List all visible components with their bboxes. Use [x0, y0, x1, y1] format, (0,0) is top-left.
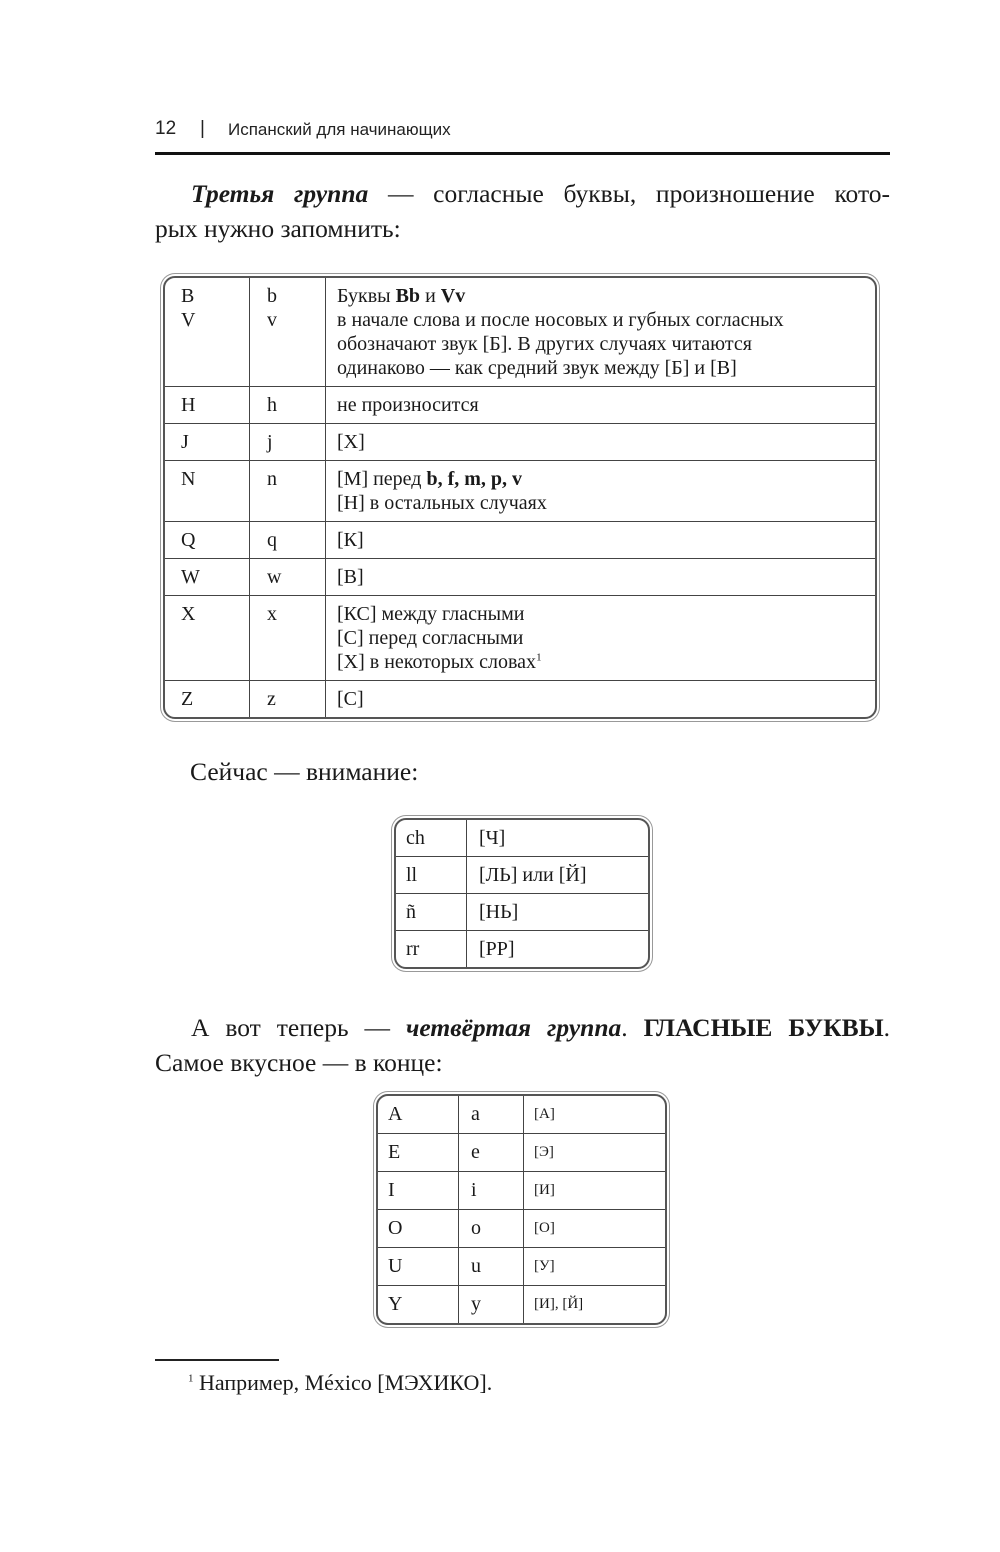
uppercase-letter: B: [181, 285, 195, 307]
description-line: [337, 356, 875, 380]
lowercase-letter-cell: [250, 596, 326, 681]
paragraph-text: А вот теперь —: [191, 1013, 406, 1042]
description-line: [337, 528, 875, 552]
description-text: [Х]: [337, 431, 365, 453]
digraph-sound: [ЛЬ] или [Й]: [467, 857, 649, 894]
description-text: [Х] в некоторых словах: [337, 651, 537, 673]
vowels-heading: ГЛАСНЫЕ БУКВЫ: [643, 1013, 884, 1042]
paragraph-text: — согласные буквы, произношение кото-: [368, 179, 891, 208]
uppercase-letter: N: [181, 468, 196, 490]
digraph-letters: ñ: [396, 894, 467, 931]
description-line: [337, 491, 875, 515]
vowel-sound: [А]: [534, 1106, 555, 1122]
description-text: одинаково — как средний звук между [Б] и [В]: [337, 357, 737, 379]
fourth-group-term: четвёртая группа: [406, 1013, 622, 1042]
table-row: [165, 424, 875, 461]
pronunciation-cell: [326, 461, 876, 522]
description-line: [337, 308, 875, 332]
uppercase-letter: X: [181, 603, 196, 625]
vowel-sound: [И], [Й]: [524, 1286, 666, 1324]
letter-emphasis: b, f, m, p, v: [426, 468, 523, 490]
digraph-sound: [НЬ]: [467, 894, 649, 931]
paragraph-line: рых нужно запомнить:: [155, 214, 401, 243]
header-rule: [155, 152, 890, 155]
description-line: [337, 430, 875, 454]
pronunciation-cell: [326, 559, 876, 596]
pronunciation-cell: [326, 278, 876, 387]
uppercase-vowel: I: [378, 1172, 459, 1210]
table-row: [165, 461, 875, 522]
lowercase-letter: v: [267, 309, 277, 331]
footnote-mark: 1: [188, 1372, 194, 1385]
letter-emphasis: Bb: [395, 285, 421, 307]
description-line: [337, 602, 875, 626]
description-line: [337, 626, 875, 650]
lowercase-letter: q: [267, 529, 277, 551]
paragraph-line: [155, 1010, 890, 1045]
uppercase-letter-cell: [165, 596, 250, 681]
description-line: [337, 332, 875, 356]
pronunciation-cell: [326, 522, 876, 559]
table-row: [378, 1172, 665, 1210]
uppercase-letter-cell: [165, 559, 250, 596]
table-row: [378, 1248, 665, 1286]
vowel-sound: [У]: [524, 1248, 666, 1286]
pronunciation-cell: [326, 424, 876, 461]
letter-emphasis: Vv: [440, 285, 466, 307]
description-line: [337, 565, 875, 589]
lowercase-letter-cell: [250, 387, 326, 424]
lowercase-letter: j: [267, 431, 273, 453]
digraph-table: [394, 818, 650, 969]
digraph-letters: ch: [396, 820, 467, 857]
description-text: [К]: [337, 529, 364, 551]
lowercase-letter: x: [267, 603, 277, 625]
description-line: [337, 284, 875, 308]
table-row: [165, 596, 875, 681]
description-line: [337, 467, 875, 491]
description-text: [М] перед: [337, 468, 427, 490]
header-separator: |: [200, 118, 205, 139]
table-row: [396, 931, 648, 968]
lowercase-letter-cell: [250, 461, 326, 522]
lowercase-letter: z: [267, 688, 276, 710]
description-line: [337, 393, 875, 417]
vowel-sound: [Э]: [524, 1134, 666, 1172]
table-row: [165, 522, 875, 559]
description-text: и: [420, 285, 441, 307]
lowercase-vowel: y: [459, 1286, 524, 1324]
description-text: [КС] между гласными: [337, 603, 525, 625]
digraph-sound: [РР]: [467, 931, 649, 968]
lowercase-vowel: a: [459, 1096, 524, 1134]
uppercase-letter: H: [181, 394, 196, 416]
third-group-term: Третья группа: [191, 179, 369, 208]
table-row: [396, 857, 648, 894]
paragraph-fourth-group: [155, 1010, 890, 1080]
lowercase-letter: h: [267, 394, 277, 416]
book-title: Испанский для начинающих: [228, 120, 451, 139]
paragraph-text: .: [621, 1013, 644, 1042]
vowel-sound: [И]: [524, 1172, 666, 1210]
table-row: [396, 894, 648, 931]
paragraph-text: .: [883, 1013, 890, 1042]
footnote-text: Например, México [МЭХИКО].: [193, 1370, 493, 1395]
digraph-letters: ll: [396, 857, 467, 894]
footnote-mark: 1: [536, 651, 542, 664]
lowercase-letter-cell: [250, 559, 326, 596]
uppercase-letter-cell: [165, 681, 250, 718]
description-text: не произносится: [337, 394, 479, 416]
digraph-letters: rr: [396, 931, 467, 968]
lowercase-letter-cell: [250, 522, 326, 559]
table-row: [165, 387, 875, 424]
lowercase-letter: w: [267, 566, 282, 588]
lowercase-letter-cell: [250, 278, 326, 387]
vowel-table: [376, 1094, 667, 1325]
uppercase-letter-cell: [165, 522, 250, 559]
lowercase-vowel: o: [459, 1210, 524, 1248]
vowel-sound: [О]: [524, 1210, 666, 1248]
lowercase-letter-cell: [250, 681, 326, 718]
description-text: Буквы: [337, 285, 396, 307]
footnote: [188, 1370, 492, 1396]
uppercase-vowel: O: [378, 1210, 459, 1248]
lowercase-letter: n: [267, 468, 277, 490]
paragraph-third-group: [155, 176, 890, 246]
lowercase-vowel: u: [459, 1248, 524, 1286]
table-row: [378, 1096, 665, 1134]
uppercase-vowel: A: [378, 1096, 459, 1134]
uppercase-letter-cell: [165, 278, 250, 387]
table-row: [378, 1286, 665, 1324]
description-line: [337, 650, 875, 674]
description-text: [В]: [337, 566, 364, 588]
description-text: в начале слова и после носовых и губных согласных: [337, 309, 784, 331]
description-text: [Н] в остальных случаях: [337, 492, 547, 514]
uppercase-letter-cell: [165, 461, 250, 522]
paragraph-attention: Сейчас — внимание:: [190, 757, 419, 786]
digraph-sound: [Ч]: [479, 827, 506, 849]
table-row: [378, 1134, 665, 1172]
uppercase-vowel: E: [378, 1134, 459, 1172]
table-row: [396, 820, 648, 857]
description-text: [С]: [337, 688, 364, 710]
uppercase-vowel: Y: [378, 1286, 459, 1324]
uppercase-letter-cell: [165, 387, 250, 424]
consonant-table: [163, 276, 877, 719]
uppercase-letter: W: [181, 566, 200, 588]
table-row: [165, 681, 875, 718]
table-row: [165, 559, 875, 596]
lowercase-letter-cell: [250, 424, 326, 461]
uppercase-letter: Z: [181, 688, 194, 710]
lowercase-letter: b: [267, 285, 277, 307]
description-text: обозначают звук [Б]. В других случаях читаются: [337, 333, 752, 355]
table-row: [165, 278, 875, 387]
lowercase-vowel: e: [459, 1134, 524, 1172]
footnote-rule: [155, 1359, 279, 1361]
pronunciation-cell: [326, 596, 876, 681]
uppercase-letter: J: [181, 431, 189, 453]
lowercase-vowel: i: [459, 1172, 524, 1210]
uppercase-vowel: U: [378, 1248, 459, 1286]
pronunciation-cell: [326, 681, 876, 718]
paragraph-line: [155, 176, 890, 211]
uppercase-letter: V: [181, 309, 196, 331]
paragraph-line: Самое вкусное — в конце:: [155, 1048, 443, 1077]
table-row: [378, 1210, 665, 1248]
uppercase-letter-cell: [165, 424, 250, 461]
pronunciation-cell: [326, 387, 876, 424]
description-text: [С] перед согласными: [337, 627, 524, 649]
description-line: [337, 687, 875, 711]
uppercase-letter: Q: [181, 529, 196, 551]
page-number: 12: [155, 118, 177, 139]
